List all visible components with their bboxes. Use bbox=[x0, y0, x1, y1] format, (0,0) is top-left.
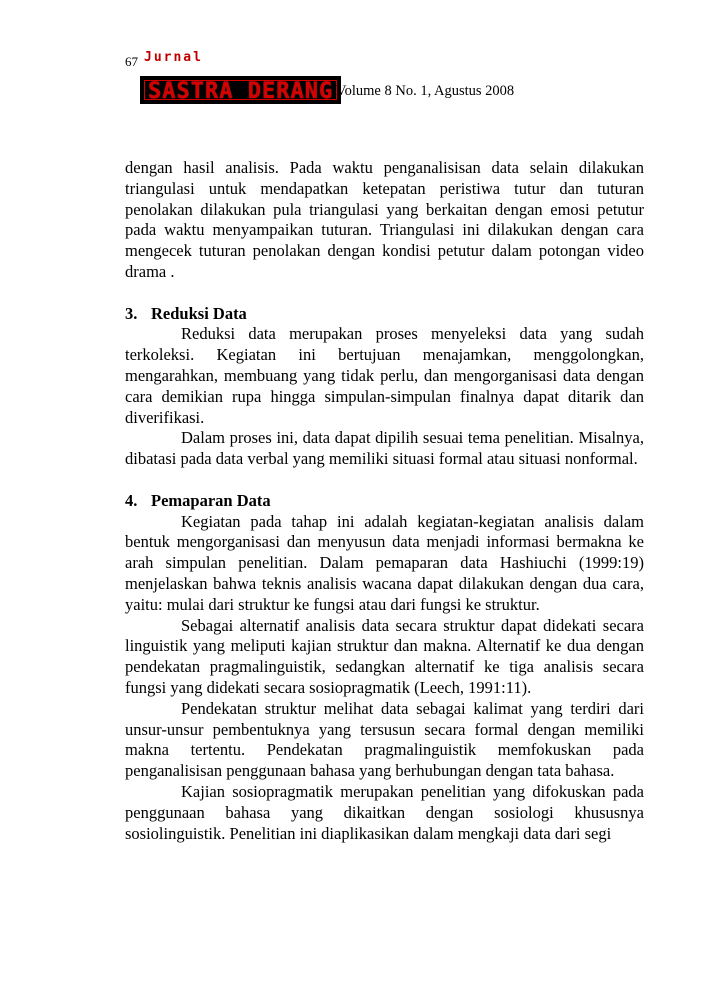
section-number: 4. bbox=[125, 490, 138, 510]
volume-info: Volume 8 No. 1, Agustus 2008 bbox=[336, 83, 515, 99]
journal-logo-top: Jurnal bbox=[144, 50, 203, 65]
section-title: Reduksi Data bbox=[151, 303, 247, 323]
paragraph: Reduksi data merupakan proses menyeleksi data yang sudah terkoleksi. Kegiatan ini bertujuan menajamkan, menggolongkan, mengarahkan, membuang yang tidak perlu, dan mengorganisasi data dengan cara demikian rupa hingga simpulan-simpulan finalnya dapat ditarik dan diverifikasi. bbox=[125, 324, 644, 427]
paragraph: Kegiatan pada tahap ini adalah kegiatan-kegiatan analisis dalam bentuk mengorganisasi dan menyusun data menjadi informasi bermakna ke arah simpulan penelitian. Dalam pemaparan data Hashiuchi (1999:19) menjelaskan bahwa teknis analisis wacana dapat dilakukan dengan dua cara, yaitu: mulai dari struktur ke fungsi atau dari fungsi ke struktur. bbox=[125, 511, 644, 614]
paragraph: Kajian sosiopragmatik merupakan penelitian yang difokuskan pada penggunaan bahasa yang dikaitkan dengan sosiologi khususnya sosiolinguistik. Penelitian ini diaplikasikan dalam mengkaji data dari segi bbox=[125, 781, 644, 843]
article-body bbox=[125, 158, 644, 844]
section-heading-reduksi-data bbox=[125, 304, 644, 325]
section-title: Pemaparan Data bbox=[151, 490, 271, 510]
intro-paragraph: dengan hasil analisis. Pada waktu penganalisisan data selain dilakukan triangulasi untuk mendapatkan ketepatan peristiwa tutur dan tuturan penolakan dilakukan pula triangulasi yang berkaitan dengan emosi petutur pada waktu menyampaikan tuturan. Triangulasi ini dilakukan dengan cara mengecek tuturan penolakan dengan kondisi petutur dalam potongan video drama . bbox=[125, 158, 644, 281]
page-number: 67 bbox=[125, 54, 138, 69]
section-heading-pemaparan-data bbox=[125, 491, 644, 512]
journal-logo: SASTRA DERANG bbox=[140, 76, 341, 104]
section-number: 3. bbox=[125, 303, 138, 323]
paragraph: Dalam proses ini, data dapat dipilih sesuai tema penelitian. Misalnya, dibatasi pada data verbal yang memiliki situasi formal atau situasi nonformal. bbox=[125, 428, 644, 469]
paragraph: Pendekatan struktur melihat data sebagai kalimat yang terdiri dari unsur-unsur pembentuknya yang tersusun secara formal dengan memiliki makna tertentu. Pendekatan pragmalinguistik memfokuskan pada penganalisisan penggunaan bahasa yang berhubungan dengan tata bahasa. bbox=[125, 698, 644, 781]
paragraph: Sebagai alternatif analisis data secara struktur dapat didekati secara linguistik yang meliputi kajian struktur dan makna. Alternatif ke dua dengan pendekatan pragmalinguistik, sedangkan alternatif ke tiga analisis secara fungsi yang didekati secara sosiopragmatik (Leech, 1991:11). bbox=[125, 615, 644, 697]
